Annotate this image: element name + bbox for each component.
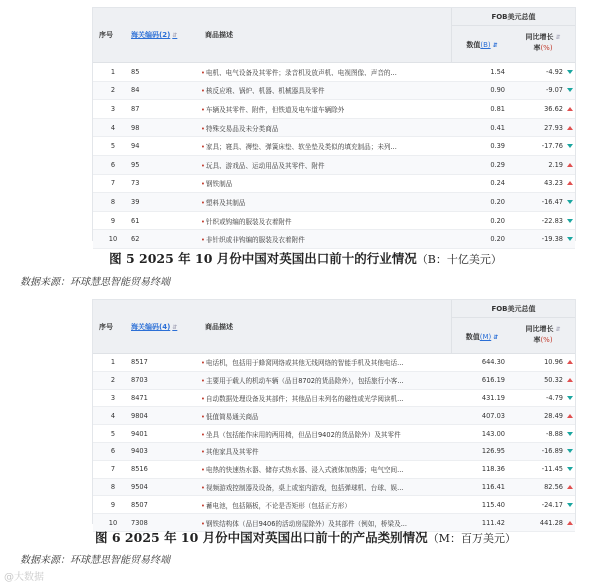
header-fob: FOB美元总值 — [491, 305, 536, 313]
row-value: 407.03 — [481, 411, 505, 420]
row-code: 85 — [131, 67, 140, 76]
row-seq: 5 — [110, 142, 116, 151]
row-code: 87 — [131, 104, 140, 113]
header-yoy-sort[interactable]: 同比增长 ⇵ 率(%) — [525, 325, 561, 344]
row-seq: 6 — [110, 447, 116, 456]
row-value: 118.36 — [481, 465, 505, 474]
arrow-down-icon — [567, 237, 573, 241]
table-body — [93, 354, 575, 532]
row-seq: 9 — [110, 500, 116, 509]
row-code: 8517 — [131, 358, 148, 367]
row-yoy: -16.47 — [541, 197, 563, 206]
row-seq: 7 — [110, 179, 116, 188]
table-row[interactable] — [93, 156, 575, 175]
row-value: 111.42 — [481, 518, 505, 527]
row-value: 0.41 — [490, 123, 505, 132]
product-table — [92, 299, 576, 528]
row-seq: 7 — [110, 465, 116, 474]
row-code: 9403 — [131, 447, 148, 456]
row-desc: •视频游戏控制器及设备，桌上或室内游戏，包括弹球机、台球、娱... — [201, 483, 404, 492]
row-value: 0.81 — [490, 104, 505, 113]
arrow-up-icon — [567, 126, 573, 130]
row-seq: 8 — [110, 482, 116, 491]
row-seq: 6 — [110, 160, 116, 169]
row-yoy: -8.88 — [545, 429, 563, 438]
row-code: 8507 — [131, 500, 148, 509]
table-row[interactable] — [93, 230, 575, 249]
table-row[interactable] — [93, 212, 575, 231]
figure-caption: 图 6 2025 年 10 月份中国对英国出口前十的产品类别情况（M：百万美元） — [95, 530, 516, 545]
table-row[interactable] — [93, 479, 575, 497]
header-value-sort[interactable]: 数值(M) ⇵ — [465, 333, 499, 341]
arrow-up-icon — [567, 378, 573, 382]
row-desc: •非针织或非钩编的服装及衣着附件 — [201, 236, 305, 245]
table-row[interactable] — [93, 354, 575, 372]
table-row[interactable] — [93, 390, 575, 408]
header-desc: 商品描述 — [205, 323, 233, 331]
industry-table — [92, 7, 576, 245]
row-yoy: 2.19 — [548, 160, 563, 169]
row-desc: •其他家具及其零件 — [201, 448, 259, 457]
header-seq: 序号 — [99, 31, 113, 39]
table-row[interactable] — [93, 425, 575, 443]
row-code: 8471 — [131, 393, 148, 402]
row-code: 7308 — [131, 518, 148, 527]
table-header — [93, 8, 575, 63]
row-code: 9804 — [131, 411, 148, 420]
row-yoy: 82.56 — [544, 482, 563, 491]
row-seq: 8 — [110, 197, 116, 206]
row-code: 9401 — [131, 429, 148, 438]
row-desc: •电机、电气设备及其零件；录音机及放声机、电视图像、声音的... — [201, 68, 397, 77]
table-row[interactable] — [93, 175, 575, 194]
data-source: 数据来源：环球慧思智能贸易终端 — [20, 555, 170, 566]
row-yoy: -17.76 — [541, 142, 563, 151]
arrow-down-icon — [567, 70, 573, 74]
arrow-up-icon — [567, 181, 573, 185]
row-yoy: -9.07 — [545, 86, 563, 95]
figure-caption: 图 5 2025 年 10 月份中国对英国出口前十的行业情况（B：十亿美元） — [109, 251, 502, 266]
row-seq: 2 — [110, 86, 116, 95]
row-yoy: 28.49 — [544, 411, 563, 420]
header-fob: FOB美元总值 — [491, 13, 536, 21]
row-value: 126.95 — [481, 447, 505, 456]
row-code: 8703 — [131, 376, 148, 385]
row-code: 8516 — [131, 465, 148, 474]
arrow-down-icon — [567, 88, 573, 92]
table-row[interactable] — [93, 407, 575, 425]
arrow-up-icon — [567, 107, 573, 111]
row-yoy: -24.17 — [541, 500, 563, 509]
row-code: 61 — [131, 216, 140, 225]
row-value: 0.29 — [490, 160, 505, 169]
row-code: 9504 — [131, 482, 148, 491]
data-source: 数据来源：环球慧思智能贸易终端 — [20, 277, 170, 288]
row-code: 94 — [131, 142, 140, 151]
row-seq: 9 — [110, 216, 116, 225]
row-desc: •针织或钩编的服装及衣着附件 — [201, 217, 292, 226]
row-seq: 1 — [110, 67, 116, 76]
arrow-down-icon — [567, 449, 573, 453]
row-seq: 2 — [110, 376, 116, 385]
arrow-down-icon — [567, 503, 573, 507]
table-row[interactable] — [93, 193, 575, 212]
table-header — [93, 300, 575, 354]
arrow-down-icon — [567, 396, 573, 400]
row-value: 143.00 — [481, 429, 505, 438]
table-row[interactable] — [93, 119, 575, 138]
row-seq: 10 — [108, 518, 118, 527]
header-desc: 商品描述 — [205, 31, 233, 39]
row-code: 39 — [131, 197, 140, 206]
row-value: 115.40 — [481, 500, 505, 509]
sort-icon[interactable]: ⇵ — [493, 334, 499, 341]
row-code: 62 — [131, 235, 140, 244]
row-code: 95 — [131, 160, 140, 169]
row-yoy: -4.79 — [545, 393, 563, 402]
row-desc: •电热的快速热水器、储存式热水器、浸入式液体加热器；电气空间... — [201, 466, 404, 475]
table-row[interactable] — [93, 100, 575, 119]
row-desc: •家具；寝具、褥垫、弹簧床垫、软坐垫及类似的填充制品；未列... — [201, 143, 397, 152]
sort-icon[interactable]: ⇵ — [555, 326, 561, 333]
row-value: 0.24 — [490, 179, 505, 188]
arrow-down-icon — [567, 144, 573, 148]
row-value: 0.90 — [490, 86, 505, 95]
row-yoy: 27.93 — [544, 123, 563, 132]
row-code: 98 — [131, 123, 140, 132]
row-yoy: -22.83 — [541, 216, 563, 225]
row-seq: 10 — [108, 235, 118, 244]
watermark: @大数据 — [4, 572, 44, 583]
row-yoy: 50.32 — [544, 376, 563, 385]
row-desc: •钢铁结构体（品目9406的活动房屋除外）及其部件（例如，桥梁及... — [201, 519, 407, 528]
row-desc: •车辆及其零件、附件，但铁道及电车道车辆除外 — [201, 105, 345, 114]
row-value: 0.39 — [490, 142, 505, 151]
row-yoy: 10.96 — [544, 358, 563, 367]
table-row[interactable] — [93, 137, 575, 156]
row-yoy: 441.28 — [539, 518, 563, 527]
table-row[interactable] — [93, 63, 575, 82]
table-row[interactable] — [93, 372, 575, 390]
arrow-down-icon — [567, 200, 573, 204]
sort-icon[interactable]: ⇵ — [172, 324, 178, 331]
row-seq: 3 — [110, 104, 116, 113]
row-desc: •蓄电池，包括隔板，不论是否矩形（包括正方形） — [201, 501, 351, 510]
row-desc: •钢铁制品 — [201, 180, 233, 189]
row-yoy: 36.62 — [544, 104, 563, 113]
row-desc: •坐具（包括能作床用的两用椅，但品目9402的货品除外）及其零件 — [201, 430, 401, 439]
row-value: 116.41 — [481, 482, 505, 491]
row-yoy: 43.23 — [544, 179, 563, 188]
row-value: 1.54 — [490, 67, 505, 76]
row-value: 644.30 — [481, 358, 505, 367]
arrow-up-icon — [567, 360, 573, 364]
table-row[interactable] — [93, 443, 575, 461]
table-row[interactable] — [93, 496, 575, 514]
arrow-up-icon — [567, 414, 573, 418]
row-seq: 3 — [110, 393, 116, 402]
row-yoy: -11.45 — [541, 465, 563, 474]
row-desc: •低值简易通关商品 — [201, 412, 259, 421]
row-desc: •主要用于载人的机动车辆（品目8702的货品除外），包括旅行小客... — [201, 377, 404, 386]
table-body — [93, 63, 575, 249]
header-code-sort[interactable]: 海关编码(4) ⇵ — [131, 323, 178, 331]
row-value: 0.20 — [490, 197, 505, 206]
row-desc: •核反应堆、锅炉、机器、机械器具及零件 — [201, 87, 325, 96]
arrow-up-icon — [567, 485, 573, 489]
sort-icon[interactable]: ⇵ — [172, 32, 178, 39]
row-value: 431.19 — [481, 393, 505, 402]
table-row[interactable] — [93, 82, 575, 101]
row-seq: 5 — [110, 429, 116, 438]
row-desc: •特殊交易品及未分类商品 — [201, 124, 279, 133]
header-code-sort[interactable]: 海关编码(2) ⇵ — [131, 31, 178, 39]
arrow-down-icon — [567, 467, 573, 471]
row-seq: 1 — [110, 358, 116, 367]
row-code: 73 — [131, 179, 140, 188]
row-code: 84 — [131, 86, 140, 95]
sort-icon[interactable]: ⇵ — [492, 42, 498, 49]
arrow-down-icon — [567, 432, 573, 436]
row-desc: •塑料及其制品 — [201, 198, 246, 207]
arrow-up-icon — [567, 521, 573, 525]
row-value: 0.20 — [490, 235, 505, 244]
row-desc: •玩具、游戏品、运动用品及其零件、附件 — [201, 161, 325, 170]
row-seq: 4 — [110, 411, 116, 420]
row-seq: 4 — [110, 123, 116, 132]
header-seq: 序号 — [99, 323, 113, 331]
arrow-up-icon — [567, 163, 573, 167]
header-value-sort[interactable]: 数值(B) ⇵ — [466, 41, 498, 49]
row-value: 0.20 — [490, 216, 505, 225]
sort-icon[interactable]: ⇵ — [555, 34, 561, 41]
row-yoy: -19.38 — [541, 235, 563, 244]
row-value: 616.19 — [481, 376, 505, 385]
arrow-down-icon — [567, 219, 573, 223]
row-desc: •自动数据处理设备及其部件；其他品目未列名的磁性或光学阅读机... — [201, 394, 404, 403]
row-desc: •电话机，包括用于蜂窝网络或其他无线网络的智能手机及其他电话... — [201, 359, 404, 368]
row-yoy: -16.89 — [541, 447, 563, 456]
table-row[interactable] — [93, 461, 575, 479]
header-yoy-sort[interactable]: 同比增长 ⇵ 率(%) — [525, 33, 561, 52]
row-yoy: -4.92 — [545, 67, 563, 76]
